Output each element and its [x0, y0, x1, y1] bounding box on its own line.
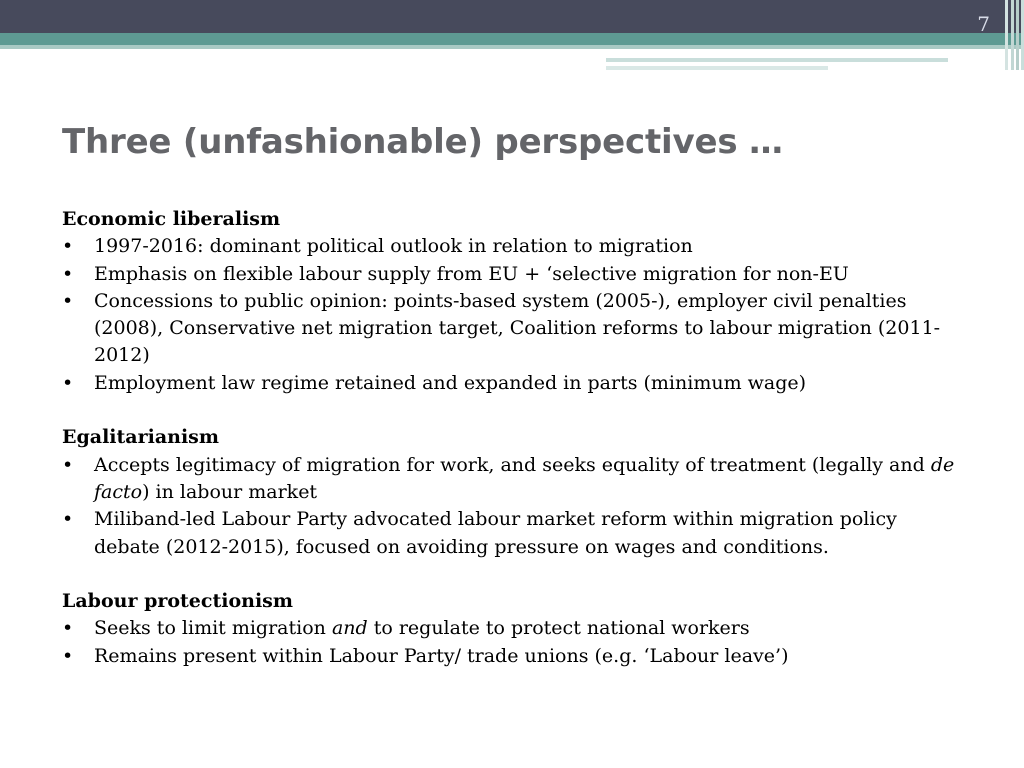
bullet-emphasis: and — [331, 617, 368, 640]
bullet-list — [62, 615, 962, 670]
header-vertical-accent — [1016, 0, 1019, 70]
section-heading-economic-liberalism: Economic liberalism — [62, 208, 281, 230]
header-band-dark — [0, 0, 1024, 33]
section-heading-labour-protectionism: Labour protectionism — [62, 590, 293, 613]
header-accent-line — [606, 66, 828, 70]
section-heading-egalitarianism: Egalitarianism — [62, 426, 219, 449]
bullet-item: • Concessions to public opinion: points-based system (2005-), employer civil penalties (2008), Conservative net migration target, Coalition reforms to labour migration (2011-2012) — [62, 288, 962, 370]
slide-body — [62, 206, 962, 670]
header-vertical-accent — [1011, 0, 1014, 70]
bullet-item: • Miliband-led Labour Party advocated labour market reform within migration policy debate (2012-2015), focused on avoiding pressure on wages and conditions. — [62, 506, 962, 561]
header-accent-line — [0, 45, 1024, 49]
bullet-item: • Remains present within Labour Party/ trade unions (e.g. ‘Labour leave’) — [62, 643, 962, 670]
header-band-teal — [0, 33, 1024, 45]
bullet-item: • 1997-2016: dominant political outlook in relation to migration — [62, 233, 962, 260]
bullet-item — [62, 615, 962, 642]
header-accent-line — [606, 58, 948, 62]
bullet-list — [62, 233, 962, 397]
bullet-text: Accepts legitimacy of migration for work, and seeks equality of treatment (legally and — [94, 453, 931, 476]
bullet-text: Seeks to limit migration — [94, 617, 332, 640]
bullet-text: to regulate to protect national workers — [367, 617, 750, 640]
bullet-item: • Employment law regime retained and expanded in parts (minimum wage) — [62, 370, 962, 397]
slide-title: Three (unfashionable) perspectives … — [62, 122, 783, 162]
bullet-text: ) in labour market — [142, 480, 318, 503]
header-vertical-accent — [1005, 0, 1008, 70]
bullet-item — [62, 452, 962, 507]
slide-number: 7 — [977, 12, 990, 36]
bullet-item: • Emphasis on flexible labour supply from EU + ‘selective migration for non-EU — [62, 261, 962, 288]
bullet-emphasis: de facto — [94, 453, 955, 503]
bullet-list — [62, 452, 962, 561]
